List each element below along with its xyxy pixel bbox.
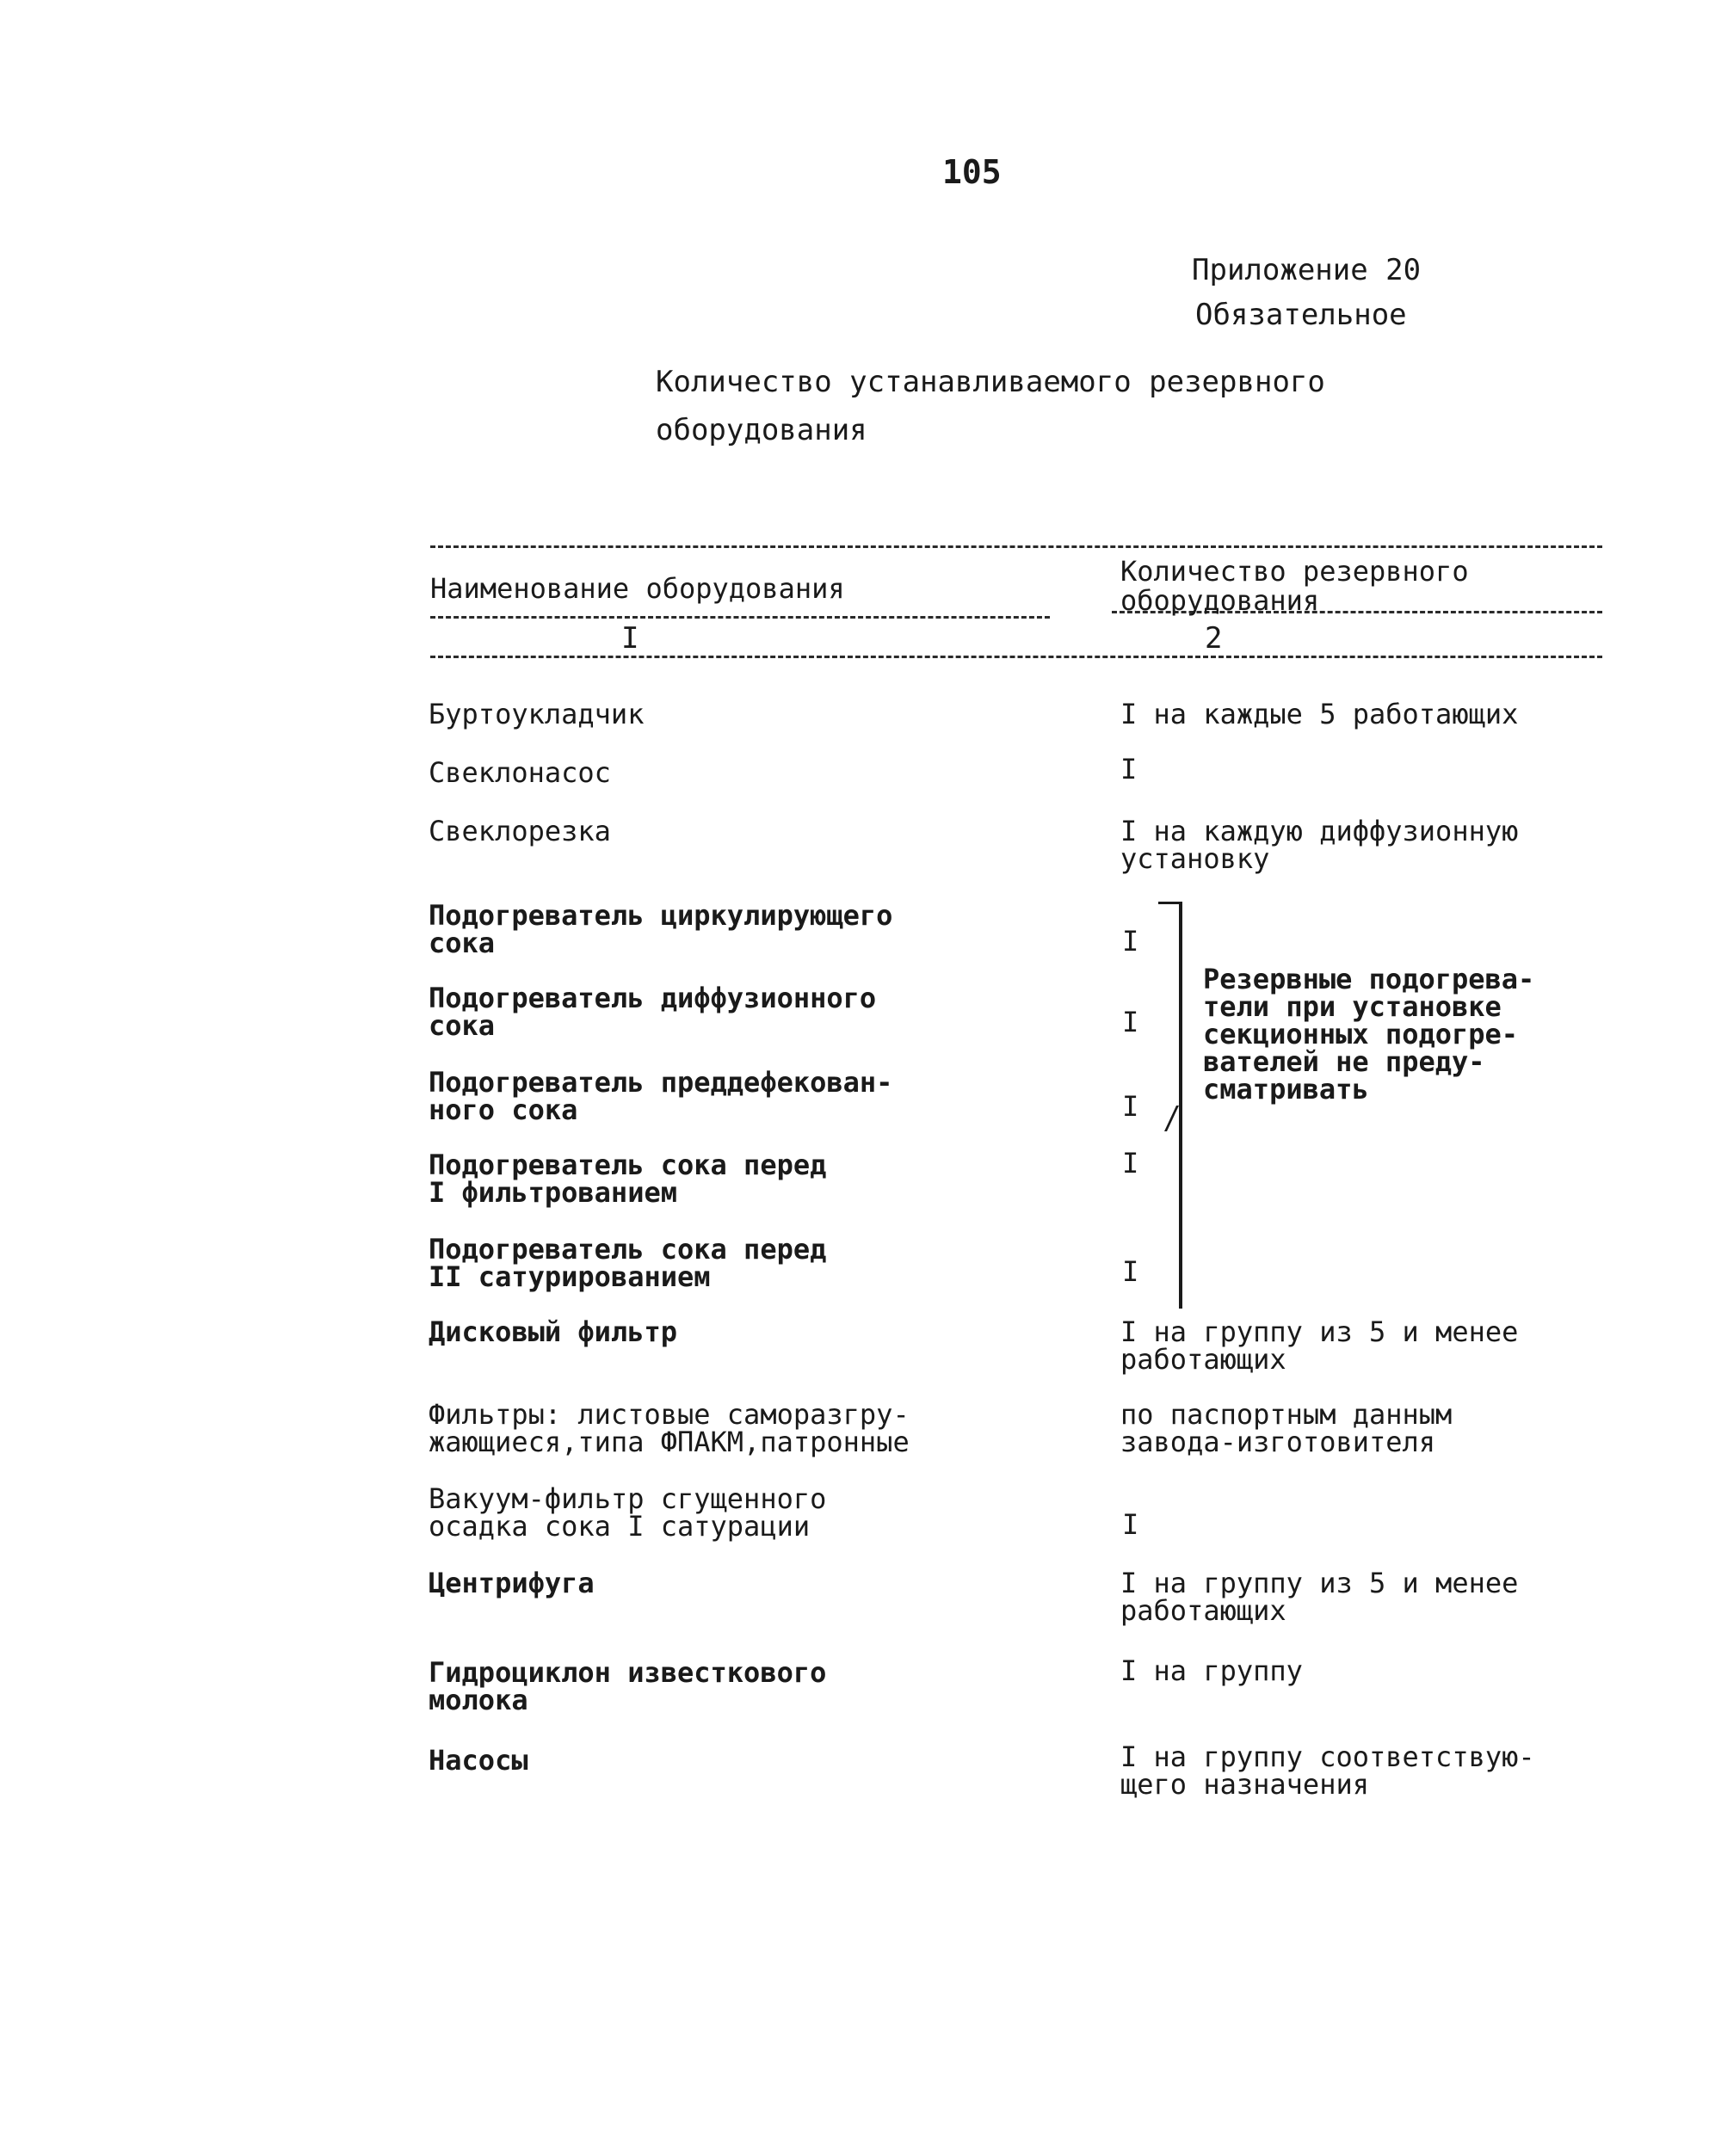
table-row-name: Дисковый фильтр — [429, 1315, 677, 1348]
page-title — [656, 358, 1325, 454]
table-row-qty: I на группу из 5 и менее работающих — [1120, 1315, 1519, 1376]
header-col-qty-line1: Количество резервного — [1120, 555, 1469, 588]
table-row-name: Центрифуга — [429, 1567, 595, 1599]
table-row-qty: I — [1122, 1090, 1139, 1123]
table-row-qty: I — [1122, 1508, 1139, 1541]
table-row-qty: I — [1122, 1255, 1139, 1288]
table-row-qty: I на группу из 5 и менее работающих — [1120, 1567, 1519, 1627]
heater-note: Резервные подогрева- тели при установке секционных подогре- вателей не преду- сматривать — [1203, 963, 1535, 1106]
table-row-qty: I — [1120, 753, 1138, 785]
table-row-qty: I на группу соответствую- щего назначения — [1120, 1740, 1535, 1801]
table-row-name: Свеклонасос — [429, 756, 611, 789]
table-row-qty: I — [1122, 925, 1139, 958]
table-row-qty: I на группу — [1120, 1654, 1303, 1687]
table-row-name: Буртоукладчик — [429, 698, 645, 730]
table-row-name: Подогреватель диффузионного сока — [429, 982, 877, 1042]
header-col-qty-line2: оборудования — [1120, 584, 1320, 617]
table-row-qty: I — [1122, 1006, 1139, 1038]
table-row-qty: I — [1122, 1147, 1139, 1180]
table-row-name: Подогреватель сока перед II сатурированием — [429, 1233, 827, 1293]
title-line-1: Количество устанавливаемого резервного — [656, 365, 1325, 399]
table-row-name: Свеклорезка — [429, 815, 611, 847]
column-number-1: I — [621, 621, 639, 656]
table-row-name: Насосы — [429, 1744, 528, 1777]
title-line-2: оборудования — [656, 413, 867, 447]
page-number: 105 — [942, 153, 1002, 191]
header-col-name: Наименование оборудования — [430, 572, 845, 605]
colnum-bottom-rule — [430, 656, 1602, 658]
table-row-name: Вакуум-фильтр сгущенного осадка сока I сатурации — [429, 1482, 827, 1543]
column-number-2: 2 — [1205, 621, 1223, 656]
table-row-name: Фильтры: листовые саморазгру- жающиеся,типа ФПАКМ,патронные — [429, 1398, 910, 1458]
table-row-name: Подогреватель сока перед I фильтрованием — [429, 1149, 827, 1209]
header-bottom-rule-left — [430, 616, 1050, 619]
table-row-name: Гидроциклон известкового молока — [429, 1656, 827, 1716]
table-top-rule — [430, 545, 1602, 548]
table-row-name: Подогреватель преддефекован- ного сока — [429, 1066, 893, 1126]
table-row-name: Подогреватель циркулирующего сока — [429, 899, 893, 959]
appendix-label — [1192, 248, 1421, 337]
table-row-qty: I на каждые 5 работающих — [1120, 698, 1519, 730]
table-row-qty: I на каждую диффузионную установку — [1120, 815, 1519, 875]
appendix-number: Приложение 20 — [1192, 253, 1422, 287]
table-row-qty: по паспортным данным завода-изготовителя — [1120, 1398, 1453, 1458]
appendix-status: Обязательное — [1195, 298, 1407, 332]
